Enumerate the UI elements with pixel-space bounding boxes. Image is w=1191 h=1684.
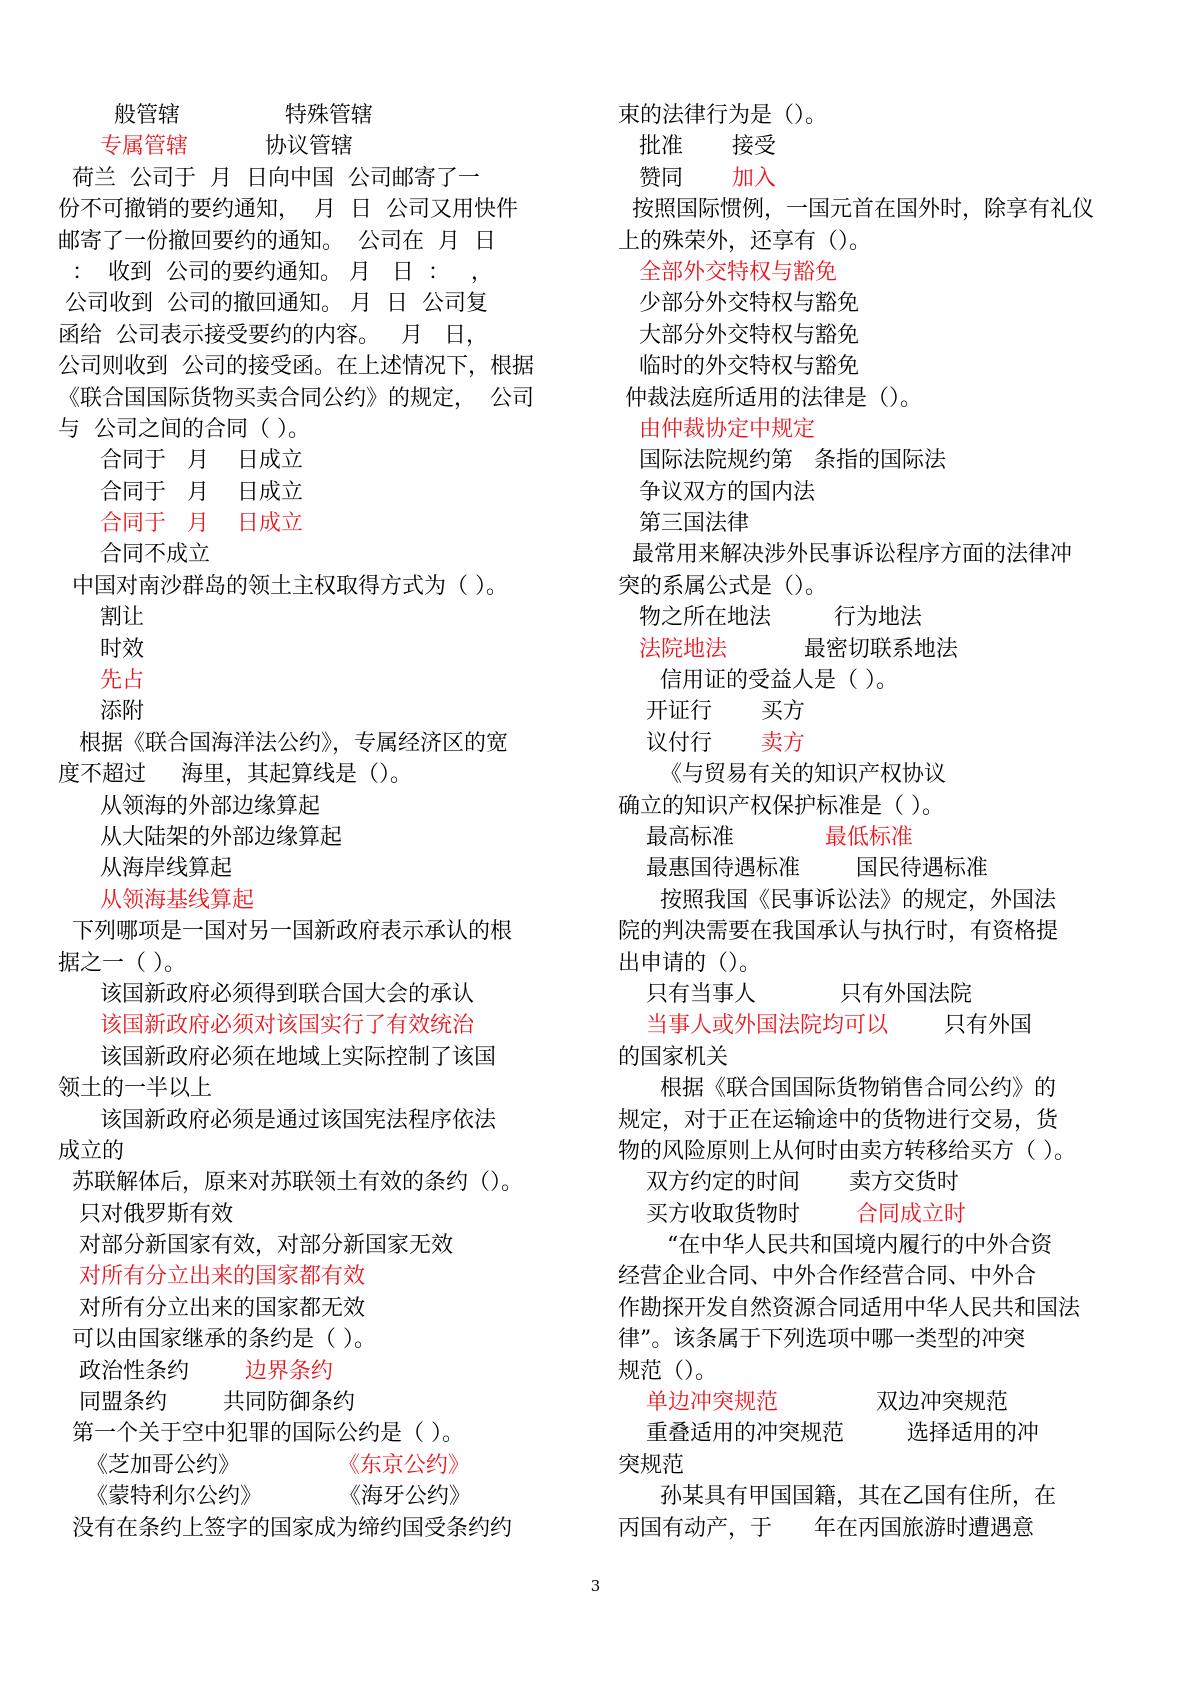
- text-line: [618, 1199, 1138, 1230]
- text-line: [58, 226, 578, 257]
- line-text: 重叠适用的冲突规范 选择适用的冲: [618, 1421, 1039, 1447]
- text-line: [58, 320, 578, 351]
- line-text: 物的风险原则上从何时由卖方转移给买方（ ）。: [618, 1138, 1076, 1164]
- line-text: 苏联解体后，原来对苏联领土有效的条约（）。: [58, 1170, 523, 1196]
- text-line: [618, 1450, 1138, 1481]
- text-line: [618, 665, 1138, 696]
- line-text: 突的系属公式是（）。: [618, 573, 828, 599]
- answer-text: 加入: [682, 165, 776, 191]
- line-text: 荷兰 公司于 月 日向中国 公司邮寄了一: [58, 165, 480, 191]
- answer-text: 先占: [58, 668, 144, 694]
- text-line: [618, 257, 1138, 288]
- text-line: [58, 916, 578, 947]
- line-text: 开证行 买方: [618, 699, 805, 725]
- line-text: 时效: [58, 636, 144, 662]
- line-text: 对部分新国家有效，对部分新国家无效: [58, 1233, 453, 1259]
- line-text: 双方约定的时间 卖方交货时: [618, 1170, 959, 1196]
- line-text: 该国新政府必须在地域上实际控制了该国: [58, 1044, 496, 1070]
- text-line: [58, 822, 578, 853]
- text-line: [618, 1010, 1138, 1041]
- text-line: [58, 1418, 578, 1449]
- line-text: 中国对南沙群岛的领土主权取得方式为（ ）。: [58, 573, 508, 599]
- text-line: [618, 1356, 1138, 1387]
- text-line: [58, 1356, 578, 1387]
- line-text: 议付行: [618, 730, 712, 756]
- text-line: [58, 979, 578, 1010]
- text-line: [58, 1167, 578, 1198]
- text-line: [58, 257, 578, 288]
- answer-text: 最低标准: [733, 824, 913, 850]
- line-text: 公司则收到 公司的接受函。在上述情况下，根据: [58, 354, 534, 380]
- line-text: 从海岸线算起: [58, 856, 232, 882]
- text-line: [58, 131, 578, 162]
- text-line: [58, 1261, 578, 1292]
- line-text: 领土的一半以上: [58, 1076, 213, 1102]
- text-line: [618, 916, 1138, 947]
- text-line: [58, 696, 578, 727]
- text-line: [58, 885, 578, 916]
- text-line: [618, 571, 1138, 602]
- text-line: [618, 1230, 1138, 1261]
- text-line: [618, 759, 1138, 790]
- line-text: 《芝加哥公约》: [58, 1452, 240, 1478]
- text-line: [58, 853, 578, 884]
- text-line: [58, 634, 578, 665]
- line-text: 双边冲突规范: [777, 1390, 1008, 1416]
- line-text: 邮寄了一份撤回要约的通知。 公司在 月 日: [58, 228, 496, 254]
- text-line: [58, 1513, 578, 1544]
- line-text: 政治性条约: [58, 1358, 189, 1384]
- line-text: 丙国有动产，于 年在丙国旅游时遭遇意: [618, 1515, 1034, 1541]
- text-line: [58, 100, 578, 131]
- text-line: [618, 477, 1138, 508]
- line-text: 临时的外交特权与豁免: [618, 354, 859, 380]
- text-line: [58, 1073, 578, 1104]
- answer-text: 从领海基线算起: [58, 887, 254, 913]
- line-text: 束的法律行为是（）。: [618, 103, 828, 128]
- line-text: 孙某具有甲国国籍，其在乙国有住所，在: [618, 1484, 1056, 1510]
- line-text: “在中华人民共和国境内履行的中外合资: [618, 1233, 1053, 1259]
- text-line: [58, 1042, 578, 1073]
- text-line: [618, 602, 1138, 633]
- text-line: [618, 822, 1138, 853]
- text-line: [618, 226, 1138, 257]
- answer-text: 该国新政府必须对该国实行了有效统治: [58, 1013, 474, 1039]
- text-line: [618, 351, 1138, 382]
- answer-text: 全部外交特权与豁免: [618, 259, 837, 285]
- text-line: [618, 163, 1138, 194]
- text-line: [618, 1042, 1138, 1073]
- text-line: [618, 194, 1138, 225]
- text-line: [58, 163, 578, 194]
- line-text: 批准 接受: [618, 134, 776, 160]
- text-line: [618, 383, 1138, 414]
- text-line: [618, 1481, 1138, 1512]
- line-text: 根据《联合国海洋法公约》，专属经济区的宽: [58, 730, 508, 756]
- line-text: 律”。该条属于下列选项中哪一类型的冲突: [618, 1327, 1026, 1353]
- line-text: ： 收到 公司的要约通知。 月 日 ： ，: [58, 259, 493, 285]
- line-text: 只有当事人 只有外国法院: [618, 981, 972, 1007]
- text-line: [618, 791, 1138, 822]
- line-text: 第一个关于空中犯罪的国际公约是（ ）。: [58, 1421, 464, 1447]
- text-line: [58, 759, 578, 790]
- line-text: 同盟条约 共同防御条约: [58, 1390, 355, 1416]
- line-text: 与 公司之间的合同（ ）。: [58, 416, 310, 442]
- text-line: [58, 351, 578, 382]
- line-text: 对所有分立出来的国家都无效: [58, 1295, 365, 1321]
- text-line: [618, 1293, 1138, 1324]
- text-line: [58, 1293, 578, 1324]
- text-line: [58, 194, 578, 225]
- text-line: [618, 1167, 1138, 1198]
- text-line: [618, 853, 1138, 884]
- text-line: [58, 383, 578, 414]
- line-text: 从领海的外部边缘算起: [58, 793, 320, 819]
- line-text: 从大陆架的外部边缘算起: [58, 824, 342, 850]
- text-line: [58, 602, 578, 633]
- answer-text: 卖方: [711, 730, 805, 756]
- line-text: 没有在条约上签字的国家成为缔约国受条约约: [58, 1515, 512, 1541]
- text-line: [58, 728, 578, 759]
- text-line: [58, 1387, 578, 1418]
- text-line: [618, 1418, 1138, 1449]
- answer-text: 当事人或外国法院均可以: [618, 1013, 888, 1039]
- line-text: 《蒙特利尔公约》 《海牙公约》: [58, 1484, 471, 1510]
- answer-text: 边界条约: [188, 1358, 333, 1384]
- line-text: 争议双方的国内法: [618, 479, 815, 505]
- line-text: 只有外国: [887, 1013, 1032, 1039]
- text-line: [618, 728, 1138, 759]
- line-text: 下列哪项是一国对另一国新政府表示承认的根: [58, 919, 512, 945]
- text-line: [618, 1105, 1138, 1136]
- line-text: 按照我国《民事诉讼法》的规定，外国法: [618, 887, 1056, 913]
- text-line: [618, 131, 1138, 162]
- text-line: [58, 288, 578, 319]
- line-text: 添附: [58, 699, 144, 725]
- answer-text: 由仲裁协定中规定: [618, 416, 815, 442]
- text-line: [618, 696, 1138, 727]
- text-line: [58, 948, 578, 979]
- text-line: [618, 539, 1138, 570]
- text-line: [58, 1010, 578, 1041]
- line-text: 上的殊荣外，还享有（）。: [618, 228, 872, 254]
- answer-text: 合同成立时: [799, 1201, 966, 1227]
- text-line: [618, 634, 1138, 665]
- line-text: 合同于 月 日成立: [58, 448, 303, 474]
- text-line: [58, 1324, 578, 1355]
- line-text: 据之一（ ）。: [58, 950, 186, 976]
- line-text: 合同于 月 日成立: [58, 479, 303, 505]
- line-text: 规范（）。: [618, 1358, 718, 1384]
- line-text: 少部分外交特权与豁免: [618, 291, 859, 317]
- answer-text: 专属管辖: [58, 134, 188, 160]
- text-line: [58, 1450, 578, 1481]
- line-text: 可以由国家继承的条约是（ ）。: [58, 1327, 376, 1353]
- left-column: [58, 100, 578, 1544]
- line-text: 成立的: [58, 1138, 125, 1164]
- line-text: 信用证的受益人是（ ）。: [618, 668, 898, 694]
- right-column: [618, 100, 1138, 1544]
- line-text: 第三国法律: [618, 511, 749, 537]
- line-text: 度不超过 海里，其起算线是（）。: [58, 762, 412, 788]
- line-text: 确立的知识产权保护标准是（ ）。: [618, 793, 944, 819]
- answer-text: 法院地法: [618, 636, 727, 662]
- text-line: [58, 665, 578, 696]
- text-line: [58, 1199, 578, 1230]
- line-text: 函给 公司表示接受要约的内容。 月 日，: [58, 322, 488, 348]
- text-line: [58, 414, 578, 445]
- line-text: 该国新政府必须是通过该国宪法程序依法: [58, 1107, 496, 1133]
- line-text: 大部分外交特权与豁免: [618, 322, 859, 348]
- answer-text: 《东京公约》: [239, 1452, 470, 1478]
- line-text: 买方收取货物时: [618, 1201, 800, 1227]
- text-line: [618, 1136, 1138, 1167]
- text-line: [58, 571, 578, 602]
- text-line: [58, 508, 578, 539]
- text-line: [618, 320, 1138, 351]
- text-line: [58, 1105, 578, 1136]
- line-text: 合同不成立: [58, 542, 210, 568]
- text-line: [58, 1136, 578, 1167]
- text-line: [618, 288, 1138, 319]
- answer-text: 对所有分立出来的国家都有效: [58, 1264, 365, 1290]
- line-text: 协议管辖: [187, 134, 353, 160]
- line-text: 割让: [58, 605, 144, 631]
- line-text: 作勘探开发自然资源合同适用中华人民共和国法: [618, 1295, 1081, 1321]
- line-text: 根据《联合国国际货物销售合同公约》的: [618, 1076, 1056, 1102]
- text-line: [618, 445, 1138, 476]
- line-text: 赞同: [618, 165, 683, 191]
- text-line: [618, 1073, 1138, 1104]
- text-line: [58, 1230, 578, 1261]
- text-line: [618, 1387, 1138, 1418]
- line-text: 院的判决需要在我国承认与执行时，有资格提: [618, 919, 1059, 945]
- line-text: 般管辖 特殊管辖: [58, 103, 373, 128]
- text-line: [618, 1324, 1138, 1355]
- line-text: 该国新政府必须得到联合国大会的承认: [58, 981, 474, 1007]
- line-text: 按照国际惯例，一国元首在国外时，除享有礼仪: [618, 197, 1094, 223]
- text-line: [58, 477, 578, 508]
- text-line: [618, 948, 1138, 979]
- text-line: [618, 1513, 1138, 1544]
- text-line: [58, 1481, 578, 1512]
- text-line: [618, 885, 1138, 916]
- answer-text: 单边冲突规范: [618, 1390, 778, 1416]
- line-text: 出申请的（）。: [618, 950, 762, 976]
- page-number: 3: [590, 1577, 601, 1595]
- line-text: 物之所在地法 行为地法: [618, 605, 922, 631]
- line-text: 国际法院规约第 条指的国际法: [618, 448, 946, 474]
- line-text: 最常用来解决涉外民事诉讼程序方面的法律冲: [618, 542, 1072, 568]
- line-text: 的国家机关: [618, 1044, 729, 1070]
- line-text: 公司收到 公司的撤回通知。 月 日 公司复: [58, 291, 488, 317]
- line-text: 只对俄罗斯有效: [58, 1201, 233, 1227]
- line-text: 最高标准: [618, 824, 734, 850]
- text-line: [618, 1261, 1138, 1292]
- line-text: 经营企业合同、中外合作经营合同、中外合: [618, 1264, 1037, 1290]
- line-text: 突规范: [618, 1452, 685, 1478]
- line-text: 《与贸易有关的知识产权协议: [618, 762, 946, 788]
- text-line: [618, 979, 1138, 1010]
- text-line: [618, 508, 1138, 539]
- line-text: 最密切联系地法: [726, 636, 958, 662]
- line-text: 份不可撤销的要约通知， 月 日 公司又用快件: [58, 197, 518, 223]
- text-line: [618, 414, 1138, 445]
- text-line: [58, 539, 578, 570]
- text-line: [58, 445, 578, 476]
- line-text: 最惠国待遇标准 国民待遇标准: [618, 856, 988, 882]
- text-line: [58, 791, 578, 822]
- answer-text: 合同于 月 日成立: [58, 511, 303, 537]
- line-text: 《联合国国际货物买卖合同公约》的规定， 公司: [58, 385, 534, 411]
- line-text: 规定，对于正在运输途中的货物进行交易，货: [618, 1107, 1059, 1133]
- text-line: [618, 100, 1138, 131]
- line-text: 仲裁法庭所适用的法律是（）。: [618, 385, 922, 411]
